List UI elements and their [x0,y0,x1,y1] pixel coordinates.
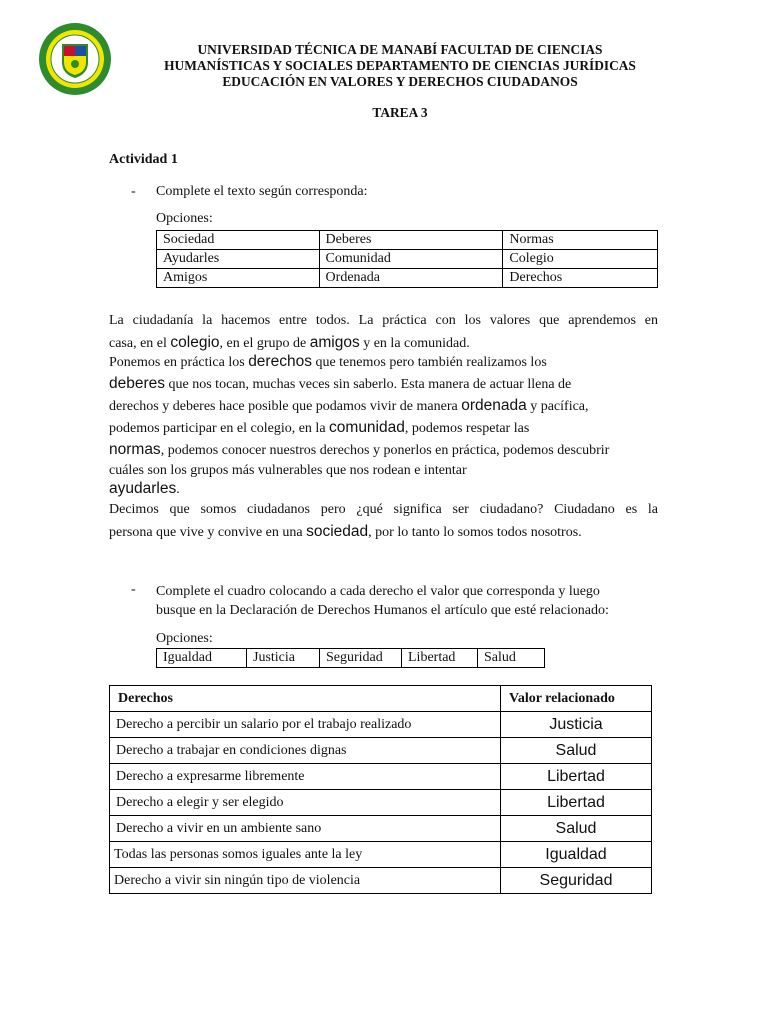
rights-values-table [109,685,652,894]
paragraph-line [109,417,658,440]
table-row [110,816,652,842]
text: casa, en el [109,336,171,351]
valor-cell: Libertad [501,764,652,790]
valor-cell: Libertad [501,790,652,816]
answer-ayudarles: ayudarles [109,480,177,497]
column-header-derechos: Derechos [110,686,501,712]
header-line-3: EDUCACIÓN EN VALORES Y DERECHOS CIUDADANOS [222,74,578,89]
answer-amigos: amigos [309,334,360,351]
paragraph-line [109,351,658,374]
bullet-2: - [131,582,136,597]
options-label-2: Opciones: [156,631,213,646]
text: derechos y deberes hace posible que podamos vivir de manera [109,399,462,414]
instruction-1: Complete el texto según corresponda: [156,184,368,199]
fill-in-paragraph [109,310,658,540]
header-line-1: UNIVERSIDAD TÉCNICA DE MANABÍ FACULTAD DE CIENCIAS [197,42,603,57]
header-title [140,42,660,90]
instruction-2 [156,582,609,620]
option-cell: Comunidad [319,250,503,269]
derecho-cell: Derecho a vivir en un ambiente sano [110,816,501,842]
option-cell: Libertad [402,649,478,668]
bullet-1: - [131,184,136,199]
table-row [110,842,652,868]
text: y pacífica, [526,399,589,414]
options-row [157,649,545,668]
valor-cell: Salud [501,738,652,764]
options-table-1 [156,230,658,288]
instruction-2-line-2: busque en la Declaración de Derechos Humanos el artículo que esté relacionado: [156,603,609,618]
table-header-row [110,686,652,712]
paragraph-line [109,439,658,462]
option-cell: Derechos [503,269,658,288]
text: , podemos conocer nuestros derechos y ponerlos en práctica, podemos descubrir [160,443,610,458]
option-cell: Salud [478,649,545,668]
answer-ordenada: ordenada [461,397,527,414]
option-cell: Ordenada [319,269,503,288]
derecho-cell: Derecho a trabajar en condiciones dignas [110,738,501,764]
task-title: TAREA 3 [372,105,428,120]
option-cell: Ayudarles [157,250,320,269]
derecho-cell: Derecho a elegir y ser elegido [110,790,501,816]
text: que nos tocan, muchas veces sin saberlo. Esta manera de actuar llena de [165,377,572,392]
paragraph-line: La ciudadanía la hacemos entre todos. La práctica con los valores que aprendemos en [109,313,658,328]
valor-cell: Salud [501,816,652,842]
paragraph-line [109,521,658,544]
table-row [110,790,652,816]
answer-comunidad: comunidad [329,419,405,436]
text: que tenemos pero también realizamos los [311,355,547,370]
table-row [110,738,652,764]
derecho-cell: Derecho a expresarme libremente [110,764,501,790]
answer-colegio: colegio [170,334,220,351]
option-cell: Amigos [157,269,320,288]
option-cell: Igualdad [157,649,247,668]
options-table-2 [156,648,545,668]
text: , en el grupo de [219,336,310,351]
table-row [110,868,652,894]
paragraph-line [109,373,658,396]
header-line-2: HUMANÍSTICAS Y SOCIALES DEPARTAMENTO DE CIENCIAS JURÍDICAS [164,58,636,73]
paragraph-line [109,478,658,501]
table-row [110,712,652,738]
activity-title: Actividad 1 [109,152,178,167]
option-cell: Sociedad [157,231,320,250]
table-row [110,764,652,790]
text: . [176,482,180,497]
derecho-cell: Derecho a vivir sin ningún tipo de violencia [110,868,501,894]
option-cell: Justicia [247,649,320,668]
option-cell: Deberes [319,231,503,250]
option-cell: Seguridad [320,649,402,668]
derecho-cell: Todas las personas somos iguales ante la ley [110,842,501,868]
text: y en la comunidad. [359,336,470,351]
paragraph-line [109,395,658,418]
answer-normas: normas [109,441,161,458]
paragraph-line: cuáles son los grupos más vulnerables que nos rodean e intentar [109,463,467,478]
answer-derechos: derechos [248,353,312,370]
text: , podemos respetar las [404,421,530,436]
text: Ponemos en práctica los [109,355,249,370]
answer-sociedad: sociedad [306,523,369,540]
answer-deberes: deberes [109,375,166,392]
option-cell: Normas [503,231,658,250]
instruction-2-line-1: Complete el cuadro colocando a cada derecho el valor que corresponda y luego [156,584,600,599]
valor-cell: Seguridad [501,868,652,894]
options-row [157,250,658,269]
university-logo [38,22,112,96]
valor-cell: Justicia [501,712,652,738]
derecho-cell: Derecho a percibir un salario por el trabajo realizado [110,712,501,738]
paragraph-line: Decimos que somos ciudadanos pero ¿qué significa ser ciudadano? Ciudadano es la [109,502,658,517]
options-label-1: Opciones: [156,211,213,226]
options-row [157,231,658,250]
options-row [157,269,658,288]
text: , por lo tanto lo somos todos nosotros. [368,525,582,540]
text: podemos participar en el colegio, en la [109,421,330,436]
option-cell: Colegio [503,250,658,269]
valor-cell: Igualdad [501,842,652,868]
text: persona que vive y convive en una [109,525,307,540]
column-header-valor: Valor relacionado [501,686,652,712]
